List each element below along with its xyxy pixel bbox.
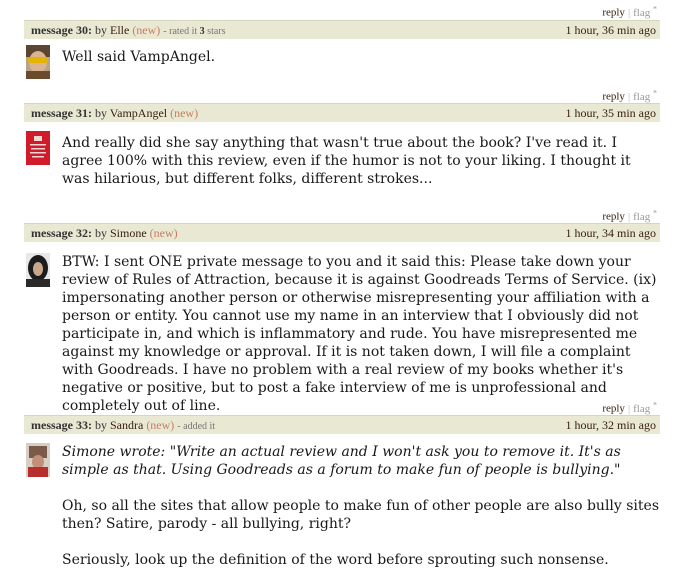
message-actions [602,88,657,103]
avatar[interactable] [26,253,50,287]
message-header [24,103,660,122]
shelf-note: - added it [177,421,216,432]
flag-link[interactable]: flag * [633,88,657,103]
message-actions [602,400,657,415]
flag-link[interactable]: flag * [633,400,657,415]
by-label: by [94,106,107,120]
message-body: BTW: I sent ONE private message to you and it said this: Please take down your review of Rules of Attraction, because it is against Goodreads Terms of Service. (ix) impersonating another person or otherwise misrepresenting your affiliation with a person or entity. You cannot use my name in an interview that I obviously did not participate in, and which is inflammatory and rude. You have misrepresented me against my knowledge or approval. If it is not taken down, I will file a complaint with Goodreads. I have no problem with a real review of my books whether it's negative or positive, but to post a fake interview of me is unprofessional and completely out of line. [62,254,657,414]
reply-link[interactable]: reply [602,6,625,19]
user-link[interactable]: VampAngel [109,106,168,120]
by-label: by [94,23,107,37]
message-body: Well said VampAngel. [62,49,216,65]
avatar[interactable] [26,45,50,79]
message-number: message 31: [31,106,92,120]
message-number: message 30: [31,23,92,37]
timestamp-link[interactable]: 1 hour, 34 min ago [565,226,656,240]
timestamp-link[interactable]: 1 hour, 35 min ago [565,106,656,120]
message-body [62,443,662,569]
message-paragraph: Seriously, look up the definition of the word before sprouting such nonsense. [62,552,609,568]
flag-link[interactable]: flag * [633,4,657,19]
flag-link[interactable]: flag * [633,208,657,223]
rating-note: - rated it 3 stars [163,26,226,37]
by-label: by [94,226,107,240]
new-badge: (new) [132,23,161,37]
message-actions [602,208,657,223]
new-badge: (new) [146,418,175,432]
user-link[interactable]: Sandra [109,418,144,432]
avatar[interactable] [26,131,50,165]
quoted-text: Simone wrote: "Write an actual review and I won't ask you to remove it. It's as simple as that. Using Goodreads as a forum to make fun of people is bullying." [62,444,621,478]
message-paragraph: Oh, so all the sites that allow people to make fun of other people are also bully sites then? Satire, parody - all bullying, right? [62,498,660,532]
separator: | [627,6,631,19]
message-header [24,20,660,39]
new-badge: (new) [170,106,199,120]
user-link[interactable]: Elle [109,23,130,37]
message-actions [602,4,657,19]
new-badge: (new) [149,226,178,240]
separator: | [627,402,631,415]
timestamp-link[interactable]: 1 hour, 36 min ago [565,23,656,37]
reply-link[interactable]: reply [602,90,625,103]
message-number: message 32: [31,226,92,240]
message-body: And really did she say anything that wasn't true about the book? I've read it. I agree 100% with this review, even if the humor is not to your liking. I thought it was hilarious, but different folks, different strokes... [62,135,631,187]
message-header [24,223,660,242]
reply-link[interactable]: reply [602,210,625,223]
avatar[interactable] [26,443,50,477]
message-number: message 33: [31,418,92,432]
user-link[interactable]: Simone [109,226,147,240]
reply-link[interactable]: reply [602,402,625,415]
message-header [24,415,660,434]
separator: | [627,210,631,223]
timestamp-link[interactable]: 1 hour, 32 min ago [565,418,656,432]
separator: | [627,90,631,103]
by-label: by [94,418,107,432]
